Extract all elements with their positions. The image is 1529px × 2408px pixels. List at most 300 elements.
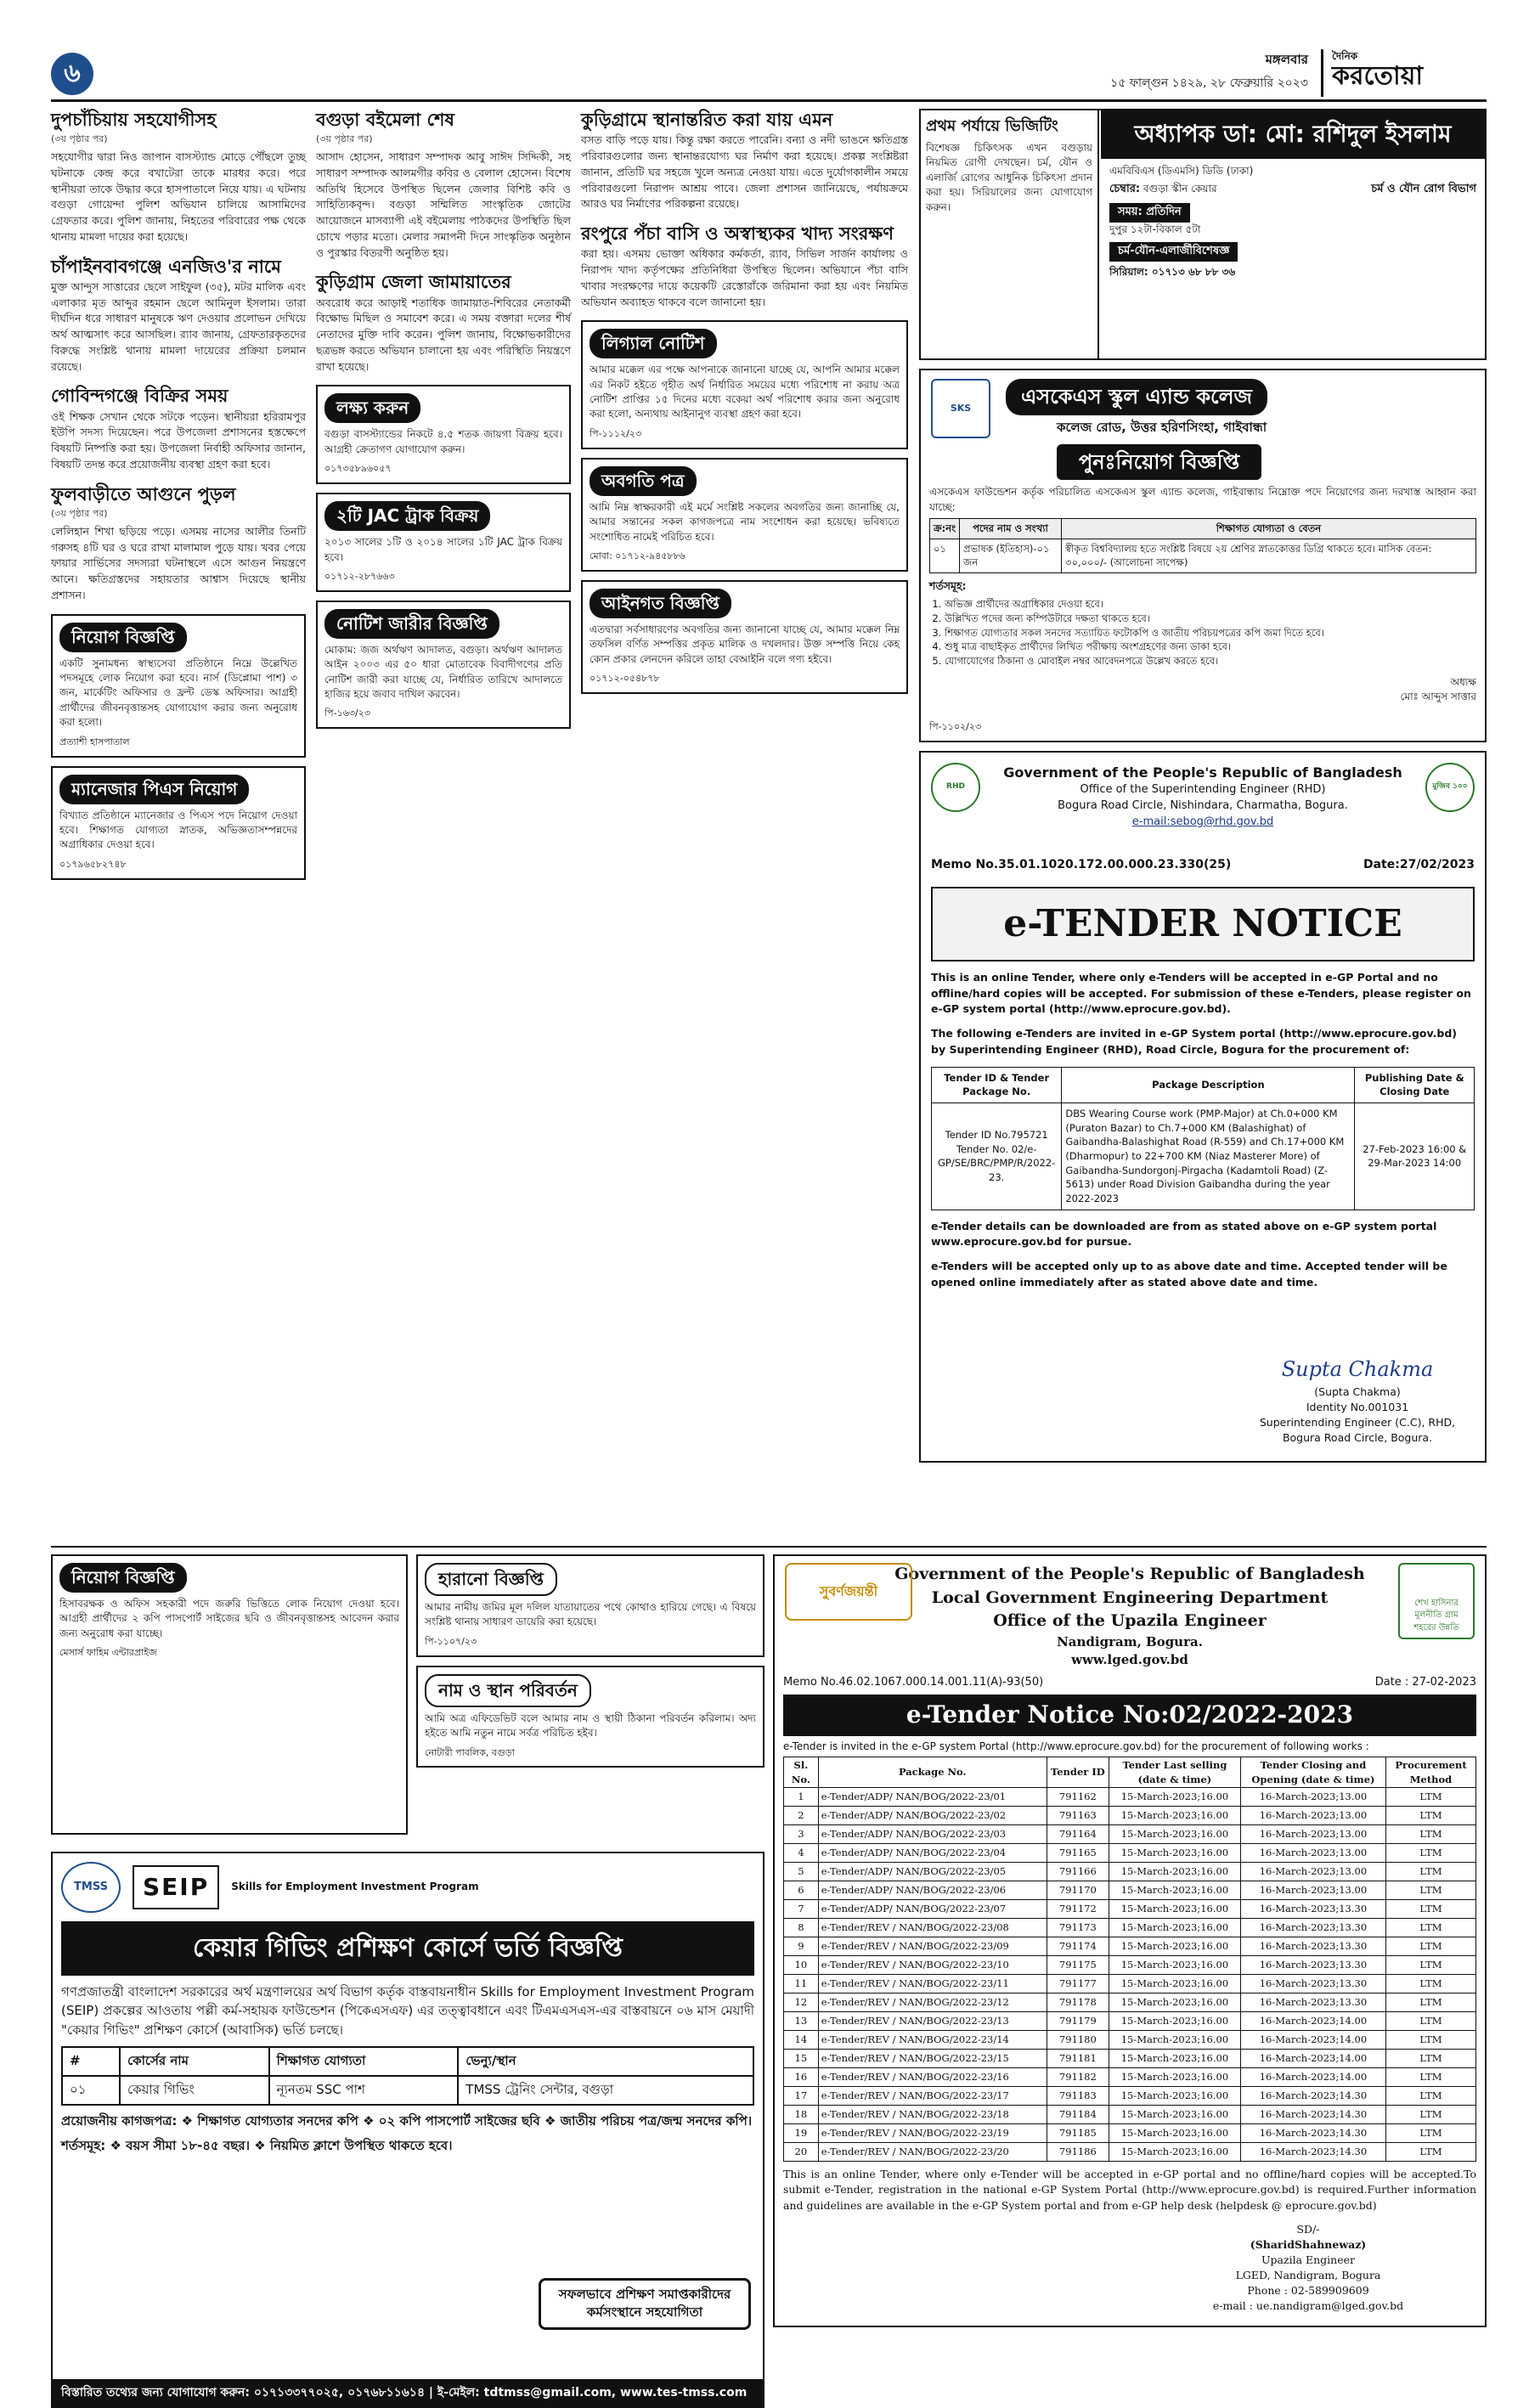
list-item: 3. শিক্ষাগত যোগ্যতার সকল সনদের সত্যায়িত ফটোকপি ও জাতীয় পরিচয়পত্রের কপি জমা দিতে হবে। <box>945 626 1476 640</box>
table-row <box>784 2050 1476 2068</box>
story-title: কুড়িগ্রামে স্থানান্তরিত করা যায় এমন <box>581 110 833 130</box>
table-cell: LTM <box>1386 2143 1476 2162</box>
rhd-email-link[interactable]: e-mail:sebog@rhd.gov.bd <box>1131 815 1274 828</box>
column-4 <box>919 109 1487 1463</box>
rhd-memo: Memo No.35.01.1020.172.00.000.23.330(25) <box>931 857 1232 871</box>
rhd-signer-name: (Supta Chakma) <box>1314 1384 1401 1398</box>
table-cell: 16-March-2023;14.30 <box>1240 2106 1385 2124</box>
school-intro: এসকেএস ফাউন্ডেশন কর্তৃক পরিচালিত এসকেএস স্কুল এ্যান্ড কলেজ, গাইবান্ধায় নিম্নোক্ত পদে নিয়োগের জন্য দরখাস্ত আহ্বান করা যাচ্ছে: <box>929 486 1476 513</box>
table-cell: 16-March-2023;13.00 <box>1240 1863 1385 1881</box>
lged-sd: SD/- <box>1296 2222 1320 2236</box>
school-emblem-icon: SKS <box>931 379 990 438</box>
table-cell: e-Tender/ADP/ NAN/BOG/2022-23/07 <box>818 1900 1047 1919</box>
lged-tender-table <box>783 1757 1476 2162</box>
table-cell: e-Tender/REV / NAN/BOG/2022-23/18 <box>818 2106 1047 2124</box>
table-cell: 791175 <box>1047 1956 1109 1975</box>
lged-title: e-Tender Notice No:02/2022-2023 <box>783 1695 1476 1736</box>
table-cell: 13 <box>784 2012 819 2031</box>
signer-title: অধ্যক্ষ <box>1450 675 1476 688</box>
table-cell: 791182 <box>1047 2068 1109 2087</box>
column-3 <box>581 109 908 702</box>
table-row <box>784 1900 1476 1919</box>
ad-title: আইনগত বিজ্ঞপ্তি <box>590 589 731 618</box>
table-cell: 14 <box>784 2031 819 2050</box>
ad-ref: ০১৭১২-০৫৪৮৭৮ <box>590 673 660 685</box>
table-cell: e-Tender/REV / NAN/BOG/2022-23/10 <box>818 1956 1047 1975</box>
seip-contact-bar: বিস্তারিত তথ্যের জন্য যোগাযোগ করুন: ০১৭১৩৩৭৭০২৫, ০১৭৬৮১১৬১৪ | ই-মেইল: tdtmss@gmail.com, www.tes-tmss.com <box>53 2379 763 2406</box>
table-cell: 16-March-2023;13.00 <box>1240 1825 1385 1844</box>
table-cell: 15-March-2023;16.00 <box>1109 2143 1241 2162</box>
ad-body: বিখ্যাত প্রতিষ্ঠানে ম্যানেজার ও পিএস পদে নিয়োগ দেওয়া হবে। শিক্ষাগত যোগ্যতা স্নাতক, অভিজ্ঞতাসম্পন্নদের অগ্রাধিকার দেওয়া হবে। <box>59 809 297 851</box>
doctor-ad-left-body: বিশেষজ্ঞ চিকিৎসক এখন বগুড়ায় নিয়মিত রোগী দেখছেন। চর্ম, যৌন ও এলার্জি রোগের আধুনিক চিকিৎসা প্রদান করা হয়। সিরিয়ালের জন্য যোগাযোগ করুন। <box>926 142 1092 213</box>
table-header: Tender Last selling (date & time) <box>1109 1757 1241 1787</box>
chamber-name: বগুড়া স্কীন কেয়ার <box>1143 182 1217 195</box>
table-row <box>784 2031 1476 2050</box>
table-cell: 16 <box>784 2068 819 2087</box>
ad-title: লক্ষ্য করুন <box>324 393 420 423</box>
story-body: ওই শিক্ষক সেখান থেকে সটকে পড়েন। স্থানীয়রা হরিরামপুর ইউপি সদস্য দিয়েছেন। পরে উপজেলা প্রশাসনের হস্তক্ষেপে বিষয়টি নিষ্পত্তি করা হয়। উপজেলা নির্বাহী অফিসার জানান, বিষয়টি তদন্ত করে প্রয়োজনীয় ব্যবস্থা গ্রহণ করা হবে। <box>51 409 306 471</box>
table-header: ভেন্যু/স্থান <box>458 2047 753 2076</box>
rhd-date: Date:27/02/2023 <box>1363 857 1475 871</box>
table-header: Procurement Method <box>1386 1757 1476 1787</box>
seip-highlight-box: সফলভাবে প্রশিক্ষণ সমাপ্তকারীদের কর্মসংস্থানে সহযোগিতা <box>539 2278 751 2331</box>
table-cell: 9 <box>784 1937 819 1956</box>
lged-etender-notice <box>773 1554 1487 2327</box>
lged-org: Government of the People's Republic of Bangladesh <box>894 1565 1365 1583</box>
table-cell: 791166 <box>1047 1863 1109 1881</box>
doctor-ad-right <box>1101 110 1485 358</box>
table-cell: 791162 <box>1047 1788 1109 1807</box>
table-cell: Tender ID No.795721 Tender No. 02/e-GP/SE/BRC/PMP/R/2022-23. <box>932 1102 1062 1210</box>
table-row <box>784 1994 1476 2012</box>
ad-body: আমি নিম্ন স্বাক্ষরকারী এই মর্মে সংশ্লিষ্ট সকলের অবগতির জন্য জানাচ্ছি যে, আমার সন্তানের সকল কাগজপত্রে নাম সংশোধন করা হয়েছে। ভবিষ্যতে সংশোধিত নামেই পরিচিত হবে। <box>590 500 900 543</box>
table-header: Tender ID <box>1047 1757 1109 1787</box>
table-cell: 15-March-2023;16.00 <box>1109 1975 1241 1994</box>
list-item: 1. অভিজ্ঞ প্রার্থীদের অগ্রাধিকার দেওয়া হবে। <box>945 597 1476 612</box>
story-title: রংপুরে পঁচা বাসি ও অস্বাস্থ্যকর খাদ্য সংরক্ষণ <box>581 223 894 244</box>
table-cell: LTM <box>1386 1863 1476 1881</box>
table-cell: LTM <box>1386 1975 1476 1994</box>
column-2 <box>316 109 571 737</box>
table-cell: LTM <box>1386 2050 1476 2068</box>
table-cell: 8 <box>784 1919 819 1937</box>
table-cell: e-Tender/REV / NAN/BOG/2022-23/16 <box>818 2068 1047 2087</box>
table-cell: e-Tender/REV / NAN/BOG/2022-23/15 <box>818 2050 1047 2068</box>
school-signature <box>929 675 1476 705</box>
table-cell: 791177 <box>1047 1975 1109 1994</box>
story-title: গোবিন্দগঞ্জে বিক্রির সময় <box>51 386 229 407</box>
table-cell: প্রভাষক (ইতিহাস)-০১ জন <box>960 539 1062 572</box>
signer-name: মোঃ আব্দুস সাত্তার <box>1400 691 1476 703</box>
table-cell: 16-March-2023;14.30 <box>1240 2087 1385 2106</box>
table-cell: 15-March-2023;16.00 <box>1109 1956 1241 1975</box>
table-cell: 18 <box>784 2106 819 2124</box>
table-row <box>784 1863 1476 1881</box>
ad-body: এতদ্বারা সর্বসাধারণের অবগতির জন্য জানানো যাচ্ছে যে, আমার মক্কেল নিম্ন তফসিল বর্ণিত সম্পত্তির প্রকৃত মালিক ও দখলদার। উক্ত সম্পত্তি নিয়ে কেহ কোন প্রকার লেনদেন করিলে তাহা বেআইনি বলে গণ্য হইবে। <box>590 623 900 665</box>
table-row <box>784 1788 1476 1807</box>
story-title: ফুলবাড়ীতে আগুনে পুড়ল <box>51 483 236 505</box>
ad-ref: মোবা: ০১৭১২-৯৪৫৮৮৬ <box>590 550 686 561</box>
table-cell: LTM <box>1386 1937 1476 1956</box>
table-cell: 3 <box>784 1825 819 1844</box>
table-cell: 15-March-2023;16.00 <box>1109 1994 1241 2012</box>
bottom-left-ads <box>51 1554 764 2400</box>
ad-ref: ০১৭৩৫৮৯৬০৫৭ <box>324 463 392 475</box>
table-row <box>784 1956 1476 1975</box>
doctor-specialty: চর্ম-যৌন-এলার্জীবিশেষজ্ঞ <box>1109 242 1238 262</box>
table-cell: 16-March-2023;13.00 <box>1240 1881 1385 1900</box>
ad-ref: নোটারী পাবলিক, বগুড়া <box>425 1746 515 1758</box>
table-cell: 15-March-2023;16.00 <box>1109 2050 1241 2068</box>
lged-dept: Local Government Engineering Department <box>931 1587 1329 1607</box>
table-cell: 15 <box>784 2050 819 2068</box>
chamber-label: চেম্বার: <box>1109 182 1141 195</box>
table-cell: e-Tender/REV / NAN/BOG/2022-23/08 <box>818 1919 1047 1937</box>
table-cell: 16-March-2023;14.30 <box>1240 2143 1385 2162</box>
table-cell: 16-March-2023;13.30 <box>1240 1937 1385 1956</box>
table-cell: 27-Feb-2023 16:00 & 29-Mar-2023 14:00 <box>1355 1102 1475 1210</box>
seip-logo-caption: Skills for Employment Investment Program <box>231 1881 479 1893</box>
table-cell: 11 <box>784 1975 819 1994</box>
table-cell: e-Tender/REV / NAN/BOG/2022-23/11 <box>818 1975 1047 1994</box>
table-header: ক্র:নং <box>930 519 960 539</box>
classified-ad <box>416 1666 764 1768</box>
table-header: Tender ID & Tender Package No. <box>932 1067 1062 1102</box>
ad-title: হারানো বিজ্ঞপ্তি <box>425 1563 557 1596</box>
ad-ref: মেসার্স ফাহিম এন্টারপ্রাইজ <box>59 1647 157 1659</box>
doctor-degrees: এমবিবিএস (ডিএমসি) ডিডি (ঢাকা) <box>1109 164 1254 177</box>
table-cell: 791178 <box>1047 1994 1109 2012</box>
table-header: কোর্সের নাম <box>120 2047 269 2076</box>
table-cell: 15-March-2023;16.00 <box>1109 1863 1241 1881</box>
ad-body: আমার মক্কেল এর পক্ষে আপনাকে জানানো যাচ্ছে যে, আপনি আমার মক্কেল এর নিকট হইতে গৃহীত অর্থ নির্ধারিত সময়ের মধ্যে পরিশোধ না করায় অত্র নোটিশ প্রাপ্তির ১৫ দিনের মধ্যে বকেয়া অর্থ পরিশোধ করার জন্য অনুরোধ করা হলো, অন্যথায় আইনানুগ ব্যবস্থা গ্রহণ করা হবে। <box>590 364 900 420</box>
story-body: লেলিহান শিখা ছড়িয়ে পড়ে। এসময় নাসের আলীর তিনটি গরুসহ ৪টি ঘর ও ঘরে রাখা মালামাল পুড়ে যায়। খবর পেয়ে ফায়ার সার্ভিসের সদস্যরা ঘটনাস্থলে এসে আগুন নিয়ন্ত্রণে আনে। ক্ষতিগ্রস্তদের সহায়তার আশ্বাস দিয়েছে স্থানীয় প্রশাসন। <box>51 524 306 601</box>
ad-body: একটি সুনামধন্য স্বাস্থ্যসেবা প্রতিষ্ঠানে নিম্নে উল্লেখিত পদসমূহে লোক নিয়োগ করা হবে। নার্স (ডিপ্লোমা পাশ) ৩ জন, মার্কেটিং অফিসার ও ফ্রন্ট ডেস্ক অফিসার। আগ্রহী প্রার্থীদের জীবনবৃত্তান্তসহ যোগাযোগ করার জন্য অনুরোধ করা হলো। <box>59 657 297 729</box>
classified-ad <box>316 601 571 730</box>
table-row <box>784 2087 1476 2106</box>
ad-ref: পি-১১০৭/২৩ <box>425 1635 477 1647</box>
seip-logos <box>61 1862 754 1913</box>
table-cell: LTM <box>1386 1788 1476 1807</box>
story-title: চাঁপাইনবাবগঞ্জে এনজিও'র নামে <box>51 256 281 277</box>
table-cell: 791174 <box>1047 1937 1109 1956</box>
table-header: Sl. No. <box>784 1757 819 1787</box>
doctor-details <box>1101 159 1485 285</box>
rhd-signature-block <box>1247 1355 1468 1446</box>
table-cell: 791185 <box>1047 2124 1109 2143</box>
rhd-paragraph-2: The following e-Tenders are invited in e-GP System portal (http://www.eprocure.gov.bd) by Superintending Engineer (RHD), Road Circle, Bogura for the procurement of: <box>931 1027 1457 1056</box>
doctor-ad-left-title: প্রথম পর্যায়ে ভিজিটিং <box>926 117 1058 135</box>
table-cell: LTM <box>1386 2068 1476 2087</box>
story-continuation: (৩য় পৃষ্ঠার পর) <box>51 507 108 519</box>
ad-ref: পি-১১১২/২৩ <box>590 427 642 439</box>
tmss-logo-icon: TMSS <box>61 1862 121 1913</box>
table-cell: 16-March-2023;14.00 <box>1240 2031 1385 2050</box>
table-cell: 15-March-2023;16.00 <box>1109 2087 1241 2106</box>
news-story <box>316 109 571 261</box>
rhd-logo-icon: RHD <box>931 763 980 812</box>
conditions-title: শর্তসমূহ: <box>929 579 967 593</box>
table-cell: 15-March-2023;16.00 <box>1109 2124 1241 2143</box>
table-row <box>784 2106 1476 2124</box>
table-cell: TMSS ট্রেনিং সেন্টার, বগুড়া <box>458 2076 753 2105</box>
ad-body: আমি অত্র এফিডেভিট বলে আমার নাম ও স্থায়ী ঠিকানা পরিবর্তন করিলাম। অদ্য হইতে আমি নতুন নামে সর্বত্র পরিচিত হইব। <box>425 1712 756 1740</box>
table-cell: e-Tender/REV / NAN/BOG/2022-23/09 <box>818 1937 1047 1956</box>
table-cell: 16-March-2023;13.30 <box>1240 1919 1385 1937</box>
table-cell: 15-March-2023;16.00 <box>1109 2031 1241 2050</box>
table-row <box>784 1807 1476 1825</box>
page-header <box>51 49 1487 102</box>
lged-intro: e-Tender is invited in the e-GP system Portal (http://www.eprocure.gov.bd) for the procurement of following works : <box>783 1740 1369 1752</box>
table-cell: 791179 <box>1047 2012 1109 2031</box>
lged-date: Date : 27-02-2023 <box>1374 1676 1476 1689</box>
conditions-list <box>929 597 1476 668</box>
bottom-ad-stack <box>416 1554 764 1843</box>
lged-memo: Memo No.46.02.1067.000.14.001.11(A)-93(50) <box>783 1676 1044 1689</box>
table-header: পদের নাম ও সংখ্যা <box>960 519 1062 539</box>
table-header: Tender Closing and Opening (date & time) <box>1240 1757 1385 1787</box>
seip-logo-icon: SEIP <box>133 1865 219 1910</box>
ad-ref: প্রত্যাশী হাসপাতাল <box>59 736 130 747</box>
lged-table-body <box>784 1788 1476 2162</box>
doctor-time-label: সময়: প্রতিদিন <box>1109 203 1190 223</box>
ad-title: নিয়োগ বিজ্ঞপ্তি <box>59 1563 187 1593</box>
table-cell: e-Tender/ADP/ NAN/BOG/2022-23/01 <box>818 1788 1047 1807</box>
ad-title: অবগতি পত্র <box>590 466 697 496</box>
seip-course-table <box>61 2046 754 2106</box>
ad-title: নোটিশ জারীর বিজ্ঞপ্তি <box>324 609 499 639</box>
table-cell: e-Tender/REV / NAN/BOG/2022-23/14 <box>818 2031 1047 2050</box>
table-cell: 4 <box>784 1844 819 1863</box>
table-cell: e-Tender/ADP/ NAN/BOG/2022-23/02 <box>818 1807 1047 1825</box>
ad-ref: ০১৭৯৬৫৮২৭৪৮ <box>59 858 127 870</box>
table-row <box>784 1825 1476 1844</box>
table-cell: LTM <box>1386 2031 1476 2050</box>
rhd-address: Bogura Road Circle, Nishindara, Charmatha, Bogura. <box>1058 799 1348 813</box>
page-number: ৬ <box>51 53 93 95</box>
table-header: Publishing Date & Closing Date <box>1355 1067 1475 1102</box>
seip-banner: কেয়ার গিভিং প্রশিক্ষণ কোর্সে ভর্তি বিজ্ঞপ্তি <box>61 1921 754 1976</box>
news-story <box>581 109 908 212</box>
table-cell: 16-March-2023;14.00 <box>1240 2068 1385 2087</box>
ad-title: নাম ও স্থান পরিবর্তন <box>425 1674 591 1707</box>
table-cell: LTM <box>1386 1844 1476 1863</box>
table-cell: LTM <box>1386 2124 1476 2143</box>
table-cell: 5 <box>784 1863 819 1881</box>
table-cell: 791173 <box>1047 1919 1109 1937</box>
rhd-etender-notice <box>919 751 1487 1463</box>
rhd-paragraph-4: e-Tenders will be accepted only up to as above date and time. Accepted tender will be opened online immediately after as stated above date and time. <box>931 1260 1447 1289</box>
classified-ad <box>581 458 908 572</box>
story-body: আসাদ হোসেন, সাধারণ সম্পাদক আবু সাঈদ সিদ্দিকী, সহ সাধারণ সম্পাদক আলমগীর কবির ও বেলাল হোসেন। বিশেষ অতিথি হিসেবে উপস্থিত ছিলেন জেলার বিশিষ্ট কবি ও সাহিত্যিকবৃন্দ। বগুড়া সম্মিলিত সাংস্কৃতিক জোটের আয়োজনে মাসব্যাপী এই বইমেলায় পাঠকদের উপস্থিতি ছিল চোখে পড়ার মতো। মেলার সমাপনী দিনে সাংস্কৃতিক অনুষ্ঠান ও পুরস্কার বিতরণী অনুষ্ঠিত হয়। <box>316 150 571 259</box>
classified-ad <box>581 320 908 449</box>
rhd-paragraph-1: This is an online Tender, where only e-Tenders will be accepted in e-GP Portal and no offline/hard copies will be accepted. For submission of these e-Tenders, please register on e-GP system portal (http://www.eprocure.gov.bd). <box>931 970 1471 1016</box>
table-cell: 1 <box>784 1788 819 1807</box>
classified-ad <box>581 580 908 694</box>
table-cell: স্বীকৃত বিশ্ববিদ্যালয় হতে সংশ্লিষ্ট বিষয়ে ২য় শ্রেণির স্নাতকোত্তর ডিগ্রি থাকতে হবে। মাসিক বেতন: ৩০,০০০/- (আলোচনা সাপেক্ষ) <box>1061 539 1475 572</box>
news-story <box>316 271 571 375</box>
header-day: মঙ্গলবার <box>1265 52 1308 67</box>
table-cell: 791180 <box>1047 2031 1109 2050</box>
table-cell: 15-March-2023;16.00 <box>1109 1919 1241 1937</box>
table-cell: 791172 <box>1047 1900 1109 1919</box>
doctor-serial: সিরিয়াল: ০১৭১৩ ৬৮ ৮৮ ৩৬ <box>1109 265 1236 278</box>
story-title: কুড়িগ্রাম জেলা জামায়াতের <box>316 272 511 293</box>
lged-memo-row <box>783 1675 1476 1691</box>
school-notice-title: পুনঃনিয়োগ বিজ্ঞপ্তি <box>1057 444 1261 481</box>
table-cell: 791186 <box>1047 2143 1109 2162</box>
school-notice <box>919 369 1487 742</box>
table-cell: LTM <box>1386 1919 1476 1937</box>
story-body: অবরোধ করে আড়াই শতাধিক জামায়াত-শিবিরের নেতাকর্মী বিক্ষোভ মিছিল ও সমাবেশ করে। এ সময় বক্তারা দলের শীর্ষ নেতাদের মুক্তি দাবি করেন। পুলিশ জানায়, বিক্ষোভকারীদের ছত্রভঙ্গ করতে অভিযান চালানো হয় এবং পরিস্থিতি নিয়ন্ত্রণে রাখা হয়েছে। <box>316 296 571 373</box>
table-cell: 16-March-2023;13.00 <box>1240 1844 1385 1863</box>
table-cell: 16-March-2023;13.30 <box>1240 1994 1385 2012</box>
header-date: ১৫ ফাল্গুন ১৪২৯, ২৮ ফেব্রুয়ারি ২০২৩ <box>1110 76 1308 90</box>
classified-ad <box>51 614 306 758</box>
doctor-ad <box>919 109 1487 360</box>
rhd-memo-row <box>931 856 1475 873</box>
table-cell: 17 <box>784 2087 819 2106</box>
rhd-org: Government of the People's Republic of Bangladesh <box>1003 764 1402 781</box>
classified-ad <box>316 385 571 484</box>
ad-title: লিগ্যাল নোটিশ <box>590 329 717 358</box>
table-row <box>784 1937 1476 1956</box>
table-cell: LTM <box>1386 2012 1476 2031</box>
seip-training-ad <box>51 1852 764 2408</box>
ad-body: আমার নামীয় জমির মূল দলিল যাতায়াতের পথে কোথাও হারিয়ে গেছে। এ বিষয়ে সংশ্লিষ্ট থানায় সাধারণ ডায়েরি করা হয়েছে। <box>425 1601 756 1628</box>
table-cell: 16-March-2023;13.30 <box>1240 1956 1385 1975</box>
table-cell: 20 <box>784 2143 819 2162</box>
table-row <box>784 1975 1476 1994</box>
column-1 <box>51 109 306 888</box>
rhd-tender-table <box>931 1067 1475 1210</box>
news-story <box>51 109 306 245</box>
table-cell: 16-March-2023;13.00 <box>1240 1788 1385 1807</box>
table-cell: 791181 <box>1047 2050 1109 2068</box>
table-cell: 16-March-2023;14.00 <box>1240 2012 1385 2031</box>
mujib-portrait-icon: শেখ হাসিনার মূলনীতি গ্রাম শহরের উন্নতি <box>1398 1563 1475 1639</box>
classified-ad <box>51 766 306 880</box>
table-cell: LTM <box>1386 1825 1476 1844</box>
table-cell: 16-March-2023;14.30 <box>1240 2124 1385 2143</box>
story-title: দুপচাঁচিয়ায় সহযোগীসহ <box>51 110 217 130</box>
table-cell: 791165 <box>1047 1844 1109 1863</box>
story-body: বসত বাড়ি পড়ে যায়। কিন্তু রক্ষা করতে পারেনি। বন্যা ও নদী ভাঙনে ক্ষতিগ্রস্ত পরিবারগুলোর জন্য স্থানান্তরযোগ্য ঘর নির্মাণ করা হয়েছে। প্রকল্প সংশ্লিষ্টরা জানান, প্রতিটি ঘর সহজে খুলে অন্যত্র নেওয়া যায়। এতে দুর্যোগকালীন সময়ে পরিবারগুলো নিরাপদ আশ্রয় পাবে। জেলা প্রশাসন জানিয়েছে, পর্যায়ক্রমে আরও ঘর নির্মাণের পরিকল্পনা রয়েছে। <box>581 133 908 211</box>
table-cell: e-Tender/REV / NAN/BOG/2022-23/12 <box>818 1994 1047 2012</box>
table-cell: 15-March-2023;16.00 <box>1109 1844 1241 1863</box>
table-cell: LTM <box>1386 1956 1476 1975</box>
rhd-signature: Supta Chakma <box>1281 1356 1434 1381</box>
ad-body: ২০১৩ সালের ১টি ও ২০১৪ সালের ১টি JAC ট্রাক বিক্রয় হবে। <box>324 536 562 563</box>
table-cell: কেয়ার গিভিং <box>120 2076 269 2105</box>
story-body: করা হয়। এসময় ভোক্তা অধিকার কর্মকর্তা, র‌্যাব, সিভিল সার্জন কার্যালয় ও নিরাপদ খাদ্য কর্তৃপক্ষের প্রতিনিধিরা উপস্থিত ছিলেন। অভিযানে পঁচা বাসি খাবার সংরক্ষণের দায়ে কয়েকটি রেস্তোরাঁকে জরিমানা করা হয় এবং নিয়মিত অভিযান অব্যাহত থাকবে বলে জানানো হয়। <box>581 247 908 308</box>
table-cell: LTM <box>1386 1994 1476 2012</box>
ad-title: ম্যানেজার পিএস নিয়োগ <box>59 775 249 804</box>
school-address: কলেজ রোড, উত্তর হরিণসিংহা, গাইবান্ধা <box>1057 419 1267 435</box>
table-cell: 16-March-2023;13.30 <box>1240 1900 1385 1919</box>
classified-ad <box>51 1554 408 1835</box>
table-cell: 15-March-2023;16.00 <box>1109 2012 1241 2031</box>
table-cell: LTM <box>1386 1881 1476 1900</box>
rhd-signer-office: Bogura Road Circle, Bogura. <box>1282 1430 1433 1444</box>
story-body: মুক্ত আন্দুস সাত্তারের ছেলে সাইফুল (৩৫), মটর মালিক এবং এলাকার মৃত আব্দুর রহমান ছেলে আমিনুল ইসলাম। তারা দীর্ঘদিন ধরে সাধারণ মানুষকে ঋণ দেওয়ার প্রলোভন দেখিয়ে অর্থ আত্মসাৎ করে আসছিল। র‌্যাব জানায়, গ্রেফতারকৃতদের বিরুদ্ধে সংশ্লিষ্ট থানায় মামলা দায়েরের প্রক্রিয়া চলমান রয়েছে। <box>51 279 306 373</box>
table-cell: 791163 <box>1047 1807 1109 1825</box>
table-cell: 2 <box>784 1807 819 1825</box>
list-item: 4. শুধু মাত্র বাছাইকৃত প্রার্থীদের লিখিত পরীক্ষায় অংশগ্রহণের জন্য ডাকা হবে। <box>945 640 1476 654</box>
table-cell: e-Tender/ADP/ NAN/BOG/2022-23/03 <box>818 1825 1047 1844</box>
lged-signer: (SharidShahnewaz) <box>1250 2237 1367 2251</box>
news-story <box>581 223 908 310</box>
rhd-paragraph-3: e-Tender details can be downloaded are from as stated above on e-GP system portal www.eprocure.gov.bd for pursue. <box>931 1219 1437 1249</box>
news-story <box>51 385 306 472</box>
table-row <box>932 1102 1475 1210</box>
seip-documents: প্রয়োজনীয় কাগজপত্র: ❖ শিক্ষাগত যোগ্যতার সনদের কপি ❖ ০২ কপি পাসপোর্ট সাইজের ছবি ❖ জাতীয় পরিচয় পত্র/জন্ম সনদের কপি। <box>61 2112 753 2129</box>
lged-signer-office: LGED, Nandigram, Bogura <box>1235 2269 1381 2282</box>
lged-website-link[interactable]: www.lged.gov.bd <box>1071 1652 1188 1668</box>
lged-signature-block <box>1140 2222 1476 2315</box>
story-continuation: (৩য় পৃষ্ঠার পর) <box>51 133 108 145</box>
rhd-signer-id: Identity No.001031 <box>1306 1400 1409 1413</box>
table-header: Package No. <box>818 1757 1047 1787</box>
table-cell: LTM <box>1386 2106 1476 2124</box>
classified-ad <box>316 493 571 592</box>
table-cell: 15-March-2023;16.00 <box>1109 1825 1241 1844</box>
table-row <box>784 1881 1476 1900</box>
table-row <box>62 2076 753 2105</box>
seip-terms: শর্তসমূহ: ❖ বয়স সীমা ১৮-৪৫ বছর। ❖ নিয়মিত ক্লাশে উপস্থিত থাকতে হবে। <box>61 2138 453 2154</box>
table-cell: 15-March-2023;16.00 <box>1109 1937 1241 1956</box>
table-cell: 15-March-2023;16.00 <box>1109 2068 1241 2087</box>
table-cell: DBS Wearing Course work (PMP-Major) at Ch.0+000 KM (Puraton Bazar) to Ch.7+000 KM (Balashighat) of Gaibandha-Balashighat Road (R-559) and Ch.17+000 KM (Dharmopur) to 22+700 KM (Niaz Masterer More) of Gaibandha-Sundorgonj-Pirgacha (Kadamtoli Road) (Z-5613) under Road Division Gaibandha during the year 2022-2023 <box>1062 1102 1355 1210</box>
classified-ad <box>416 1554 764 1657</box>
table-cell: 791170 <box>1047 1881 1109 1900</box>
ad-ref: পি-১৬৩/২৩ <box>324 708 371 719</box>
lged-footnote: This is an online Tender, where only e-Tender will be accepted in e-GP portal and no offline/hard copies will be accepted.To submit e-Tender, registration in the national e-GP System Portal (http://www.eprocure.gov.bd) is required.Further information and guidelines are available in the e-GP System portal and from e-GP help desk (helpdesk @ eprocure.gov.bd) <box>783 2168 1476 2212</box>
lged-email-link[interactable]: e-mail : ue.nandigram@lged.gov.bd <box>1212 2299 1404 2313</box>
masthead <box>1321 49 1487 97</box>
table-cell: ন্যূনতম SSC পাশ <box>269 2076 459 2105</box>
table-cell: 12 <box>784 1994 819 2012</box>
table-cell: e-Tender/ADP/ NAN/BOG/2022-23/06 <box>818 1881 1047 1900</box>
ad-body: হিসাবরক্ষক ও অফিস সহকারী পদে জরুরি ভিত্তিতে লোক নিয়োগ দেওয়া হবে। আগ্রহী প্রার্থীদের ২ কপি পাসপোর্ট সাইজের ছবি ও জীবনবৃত্তান্তসহ আবেদন করার জন্য অনুরোধ করা যাচ্ছে। <box>59 1598 399 1639</box>
table-cell: 16-March-2023;13.00 <box>1240 1807 1385 1825</box>
story-continuation: (৩য় পৃষ্ঠার পর) <box>316 133 373 145</box>
lged-location: Nandigram, Bogura. <box>1057 1633 1203 1650</box>
news-story <box>51 483 306 604</box>
table-header: # <box>62 2047 120 2076</box>
doctor-dept: চর্ম ও যৌন রোগ বিভাগ <box>1371 182 1476 195</box>
table-cell: e-Tender/ADP/ NAN/BOG/2022-23/04 <box>818 1844 1047 1863</box>
bottom-ad-row <box>51 1554 764 1843</box>
school-ref: পি-১১০২/২৩ <box>929 721 982 733</box>
doctor-name: অধ্যাপক ডা: মো: রশিদুল ইসলাম <box>1101 110 1485 159</box>
table-cell: 10 <box>784 1956 819 1975</box>
table-cell: 15-March-2023;16.00 <box>1109 2106 1241 2124</box>
table-cell: 791164 <box>1047 1825 1109 1844</box>
list-item: 2. উল্লিখিত পদের জন্য কম্পিউটারে দক্ষতা থাকতে হবে। <box>945 612 1476 626</box>
school-name: এসকেএস স্কুল এ্যান্ড কলেজ <box>1006 379 1267 415</box>
ad-body: মোকাম: জজ অর্থঋণ আদালত, বগুড়া। অর্থঋণ আদালত আইন ২০০৩ এর ৫০ ধারা মোতাবেক বিবাদীগণের প্রতি নোটিশ জারী করা যাচ্ছে যে, নির্ধারিত তারিখে আদালতে হাজির হয়ে জবাব দাখিল করবেন। <box>324 643 562 701</box>
table-cell: 7 <box>784 1900 819 1919</box>
table-row <box>784 2012 1476 2031</box>
table-row <box>930 539 1476 572</box>
ad-title: নিয়োগ বিজ্ঞপ্তি <box>59 623 187 652</box>
table-cell: 15-March-2023;16.00 <box>1109 1881 1241 1900</box>
table-cell: e-Tender/REV / NAN/BOG/2022-23/17 <box>818 2087 1047 2106</box>
lged-office: Office of the Upazila Engineer <box>993 1611 1267 1631</box>
ad-body: বগুড়া বাসস্ট্যান্ডের নিকটে ৪.৫ শতক জায়গা বিক্রয় হবে। আগ্রহী ক্রেতাগণ যোগাযোগ করুন। <box>324 428 562 455</box>
jubilee-logo-icon: সুবর্ণজয়ন্তী <box>785 1563 912 1621</box>
